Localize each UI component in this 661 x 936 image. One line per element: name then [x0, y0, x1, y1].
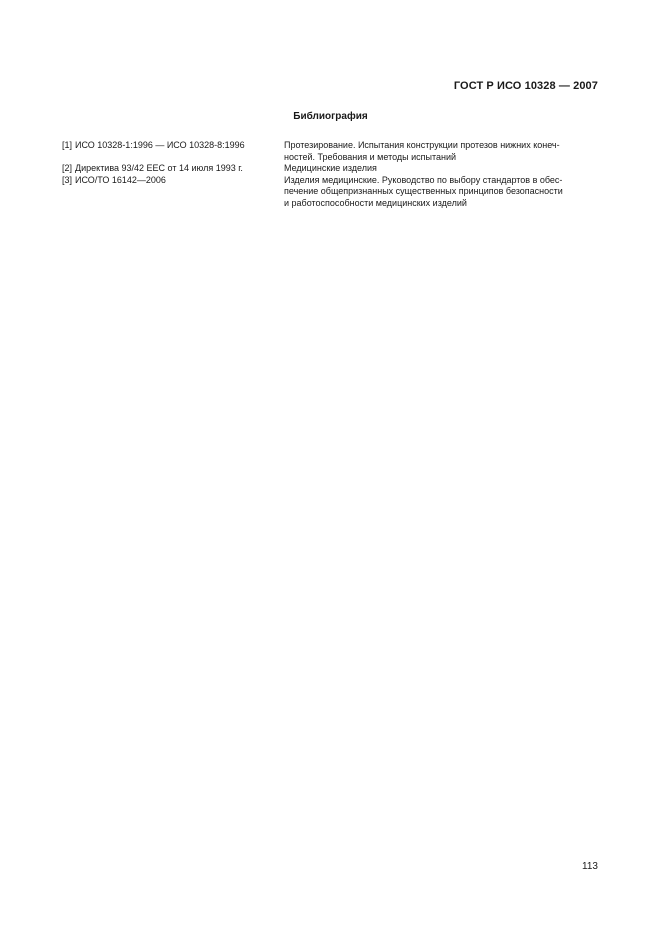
description-line: печение общепризнанных существенных принципов безопасности: [284, 186, 563, 196]
reference-text: ИСО 10328-1:1996 — ИСО 10328-8:1996: [75, 140, 245, 150]
description-line: Медицинские изделия: [284, 163, 377, 173]
bibliography-heading: Библиография: [293, 111, 368, 122]
standard-designation: ГОСТ Р ИСО 10328 — 2007: [453, 80, 598, 92]
section-title: [0, 111, 661, 122]
description-line: Изделия медицинские. Руководство по выбору стандартов в обес-: [284, 174, 563, 185]
reference-number: [3]: [62, 174, 73, 185]
reference-description: [284, 140, 599, 163]
reference-text: ИСО/ТО 16142—2006: [75, 174, 166, 185]
description-line: и работоспособности медицинских изделий: [284, 197, 467, 208]
reference-number: [1]: [62, 140, 73, 150]
reference-cell: [62, 175, 284, 187]
reference-cell: [62, 140, 284, 152]
reference-text: Директива 93/42 EEC от 14 июля 1993 г.: [75, 163, 243, 173]
bibliography-list: [62, 140, 599, 209]
page-number: 113: [582, 861, 598, 872]
reference-cell: [62, 163, 284, 175]
bibliography-entry-2: [62, 163, 599, 175]
description-line: ностей. Требования и методы испытаний: [284, 151, 457, 162]
reference-description: [284, 175, 599, 210]
description-line: Протезирование. Испытания конструкции протезов нижних конеч-: [284, 140, 560, 150]
bibliography-entry-3: [62, 175, 599, 210]
reference-description: [284, 163, 599, 175]
bibliography-entry-1: [62, 140, 599, 163]
reference-number: [2]: [62, 163, 73, 173]
